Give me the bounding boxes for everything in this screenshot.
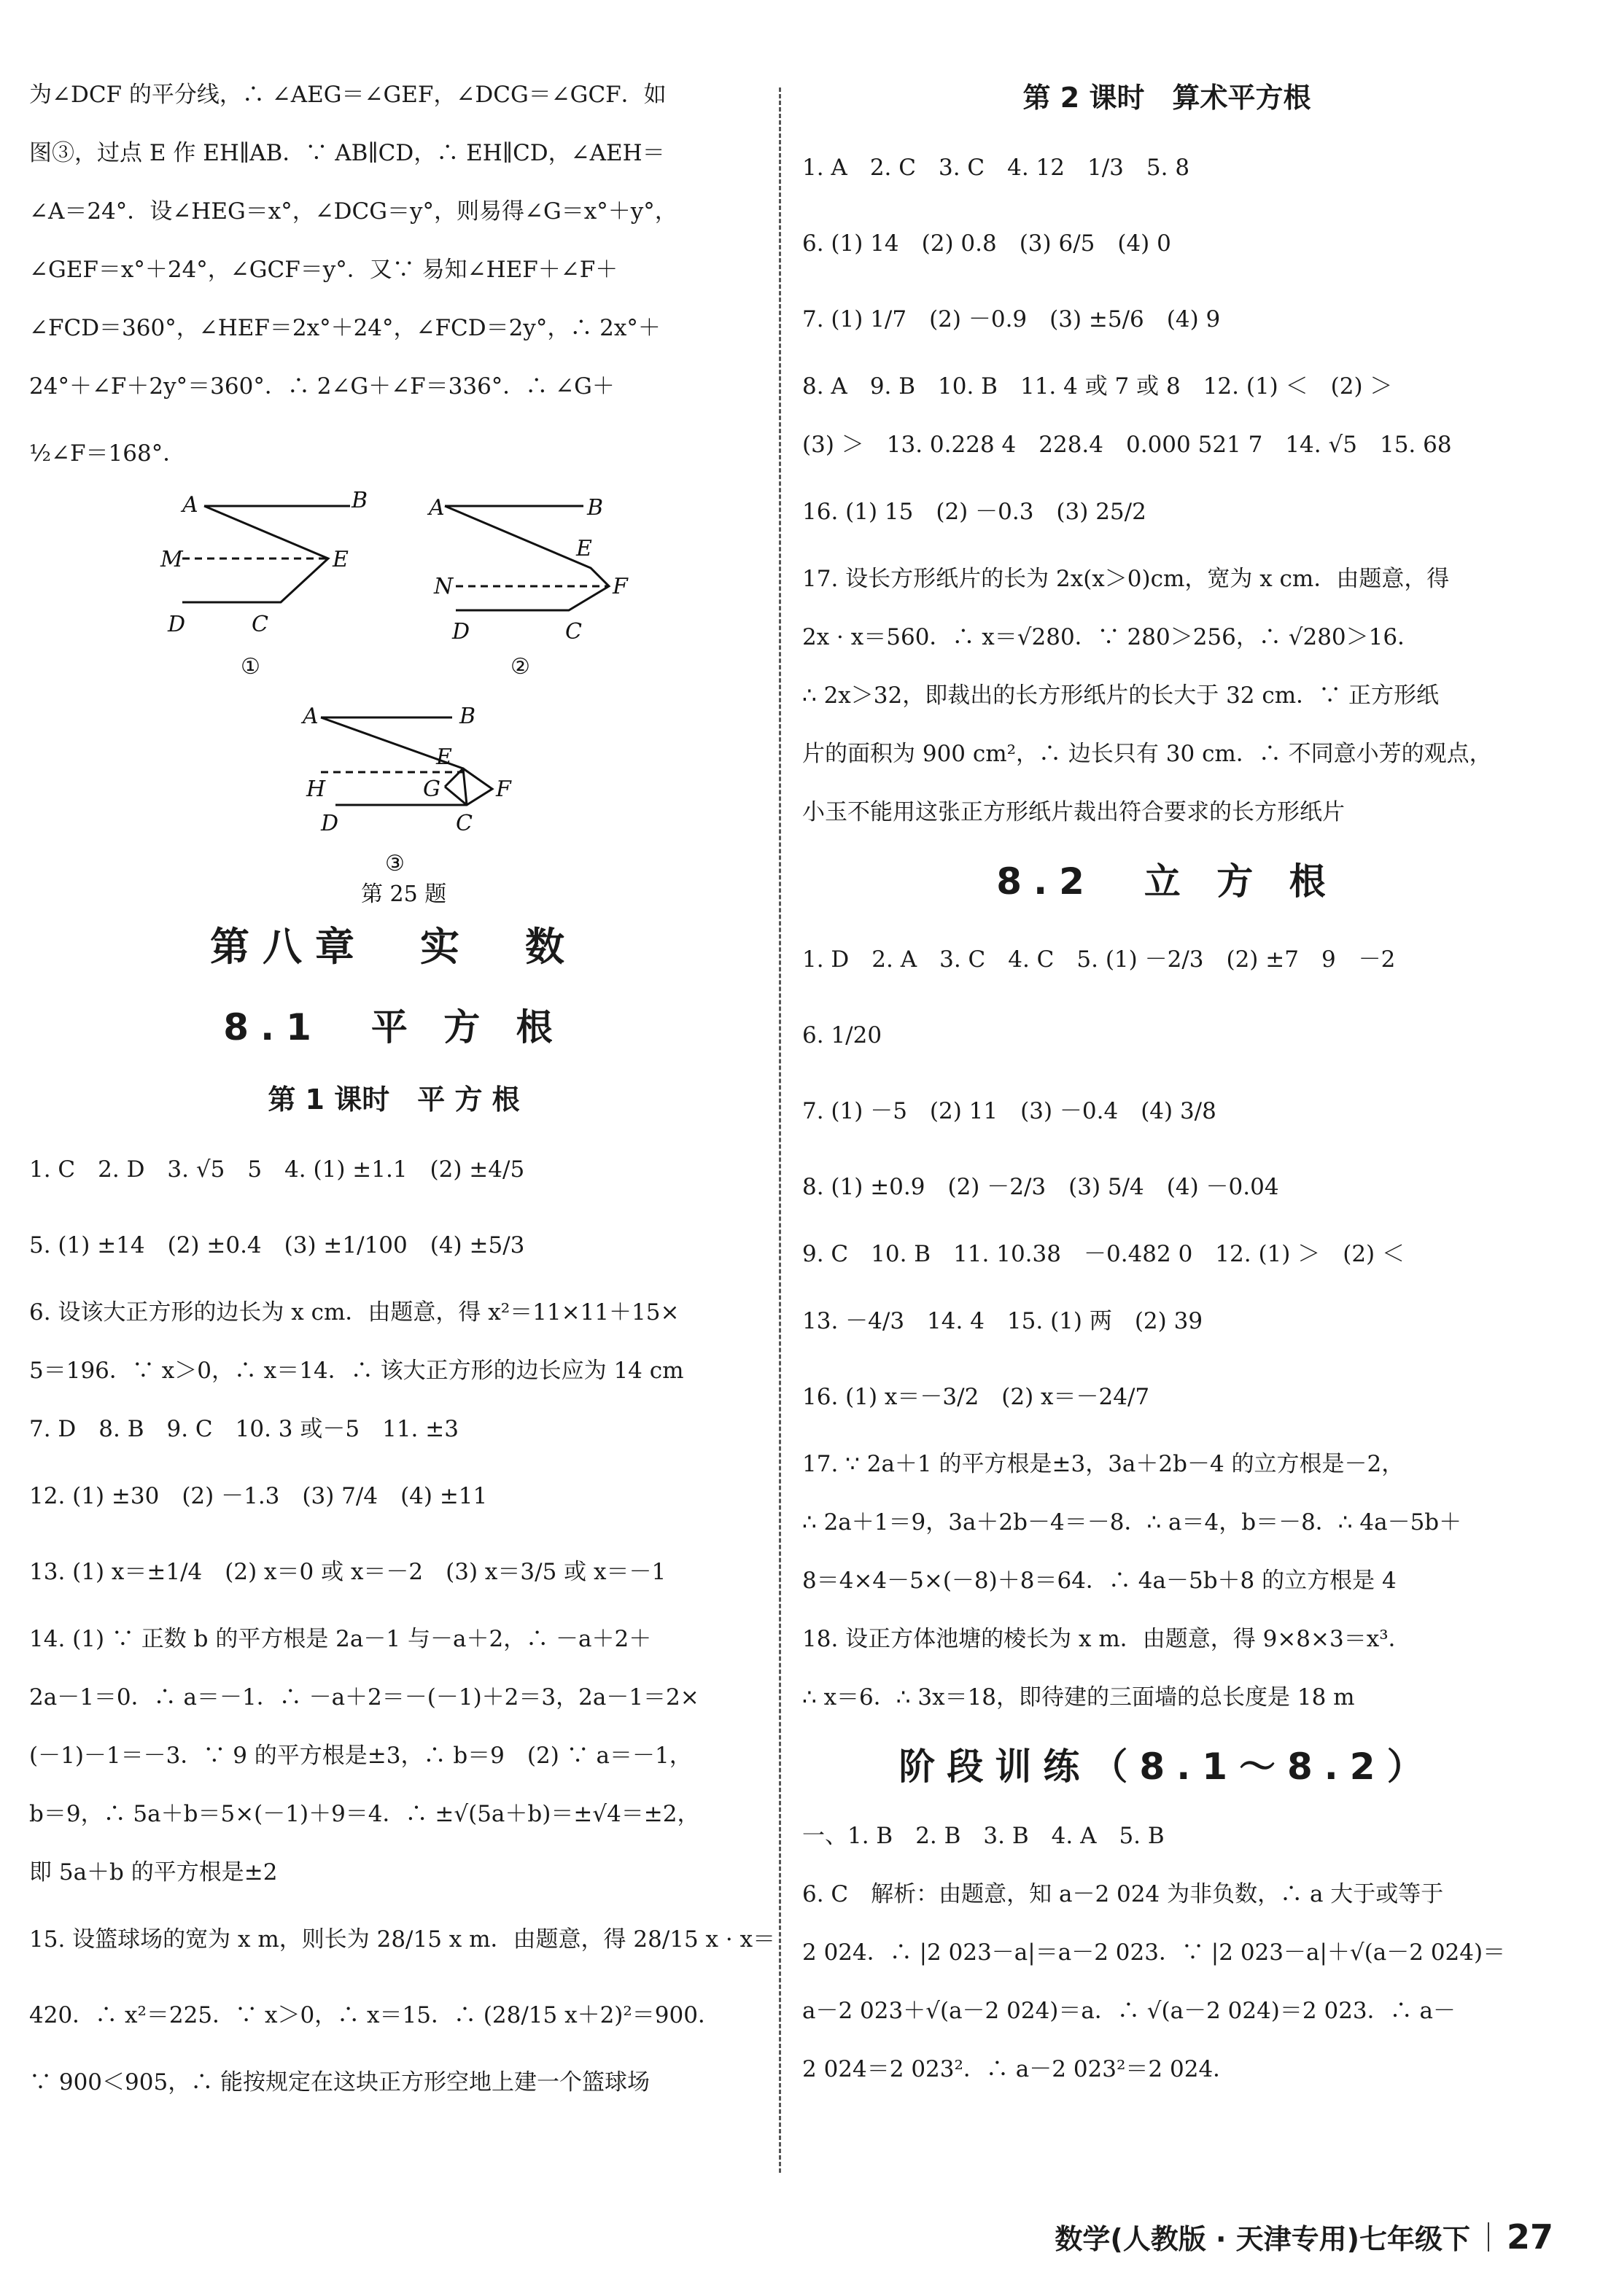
fig3-label-c: C — [456, 811, 473, 836]
answer-line: 7. (1) 1/7 (2) －0.9 (3) ±5/6 (4) 9 — [802, 306, 1221, 332]
fig2-label-n: N — [434, 574, 454, 599]
fig2-number: ② — [510, 654, 530, 680]
footer-separator — [1488, 2222, 1489, 2252]
answer-line: 7. D 8. B 9. C 10. 3 或－5 11. ±3 — [29, 1416, 459, 1442]
fig2-label-a: A — [429, 495, 445, 521]
answer-line: 5＝196．∵ x＞0，∴ x＝14．∴ 该大正方形的边长应为 14 cm — [29, 1358, 684, 1384]
answer-line: 13. (1) x＝±1/4 (2) x＝0 或 x＝－2 (3) x＝3/5 或 x＝－1 — [29, 1559, 667, 1585]
answer-line: 1. D 2. A 3. C 4. C 5. (1) －2/3 (2) ±7 9 －2 — [802, 946, 1396, 973]
answer-line: 一、1. B 2. B 3. B 4. A 5. B — [802, 1823, 1165, 1849]
left-column — [29, 66, 776, 2112]
answer-line: 9. C 10. B 11. 10.38 －0.482 0 12. (1) ＞ (2) ＜ — [802, 1241, 1405, 1267]
fig3-label-h: H — [306, 777, 326, 802]
right-column — [802, 66, 1531, 2098]
answer-line: a－2 023＋√(a－2 024)＝a．∴ √(a－2 024)＝2 023．∴ a－ — [802, 1998, 1456, 2024]
answer-line: 1. C 2. D 3. √5 5 4. (1) ±1.1 (2) ±4/5 — [29, 1156, 525, 1183]
answer-line: 2x · x＝560．∴ x＝√280．∵ 280＞256，∴ √280＞16． — [802, 624, 1421, 650]
figure-1 — [182, 506, 350, 602]
answer-line: 小玉不能用这张正方形纸片裁出符合要求的长方形纸片 — [802, 799, 1345, 825]
fig3-label-a: A — [303, 704, 319, 729]
answers-8-1-lesson-1 — [29, 1132, 776, 2112]
text-line: ∠FCD＝360°，∠HEF＝2x°＋24°，∠FCD＝2y°，∴ 2x°＋ — [29, 315, 661, 341]
fig1-number: ① — [241, 654, 260, 680]
answer-line: 6. (1) 14 (2) 0.8 (3) 6/5 (4) 0 — [802, 230, 1171, 257]
fig2-label-f: F — [613, 574, 628, 599]
answer-line: 片的面积为 900 cm²，∴ 边长只有 30 cm．∴ 不同意小芳的观点， — [802, 741, 1492, 767]
answer-line: ∴ x＝6．∴ 3x＝18，即待建的三面墙的总长度是 18 m — [802, 1684, 1355, 1711]
text-line: ∠A＝24°．设∠HEG＝x°，∠DCG＝y°，则易得∠G＝x°＋y°， — [29, 198, 678, 225]
answer-line: ∴ 2a＋1＝9，3a＋2b－4＝－8．∴ a＝4，b＝－8．∴ 4a－5b＋ — [802, 1509, 1462, 1536]
answer-line: 6. 设该大正方形的边长为 x cm．由题意，得 x²＝11×11＋15× — [29, 1299, 680, 1326]
text-line: 图③，过点 E 作 EH∥AB．∵ AB∥CD，∴ EH∥CD，∠AEH＝ — [29, 140, 665, 166]
answer-line: 8＝4×4－5×(－8)＋8＝64．∴ 4a－5b＋8 的立方根是 4 — [802, 1568, 1397, 1594]
lesson-2-title: 第 2 课时 算术平方根 — [1022, 82, 1311, 114]
intro-text — [29, 66, 758, 491]
answer-line: 6. 1/20 — [802, 1022, 882, 1048]
page-number: 27 — [1506, 2217, 1553, 2257]
answer-line: (－1)－1＝－3．∵ 9 的平方根是±3，∴ b＝9 (2) ∵ a＝－1， — [29, 1743, 692, 1769]
answer-line: b＝9，∴ 5a＋b＝5×(－1)＋9＝4．∴ ±√(5a＋b)＝±√4＝±2， — [29, 1801, 700, 1827]
fig1-label-e: E — [333, 547, 349, 572]
figure-group-25 — [29, 491, 758, 907]
fig3-label-b: B — [459, 704, 476, 729]
answer-line: 即 5a＋b 的平方根是±2 — [29, 1859, 278, 1886]
answer-line: 17. 设长方形纸片的长为 2x(x＞0)cm，宽为 x cm．由题意，得 — [802, 566, 1450, 592]
answers-8-1-lesson-2 — [802, 130, 1531, 841]
subject-label: 数学(人教版 · 天津专用)七年级下 — [1055, 2223, 1470, 2255]
lesson-title: 第 1 课时 平 方 根 — [268, 1083, 520, 1116]
answer-line: 17. ∵ 2a＋1 的平方根是±3，3a＋2b－4 的立方根是－2， — [802, 1451, 1405, 1477]
fig3-number: ③ — [385, 851, 405, 876]
fig1-label-c: C — [252, 612, 268, 637]
fig1-label-d: D — [168, 612, 186, 637]
answer-line: 8. A 9. B 10. B 11. 4 或 7 或 8 12. (1) ＜ (2) ＞ — [802, 373, 1393, 400]
answer-line: 6. C 解析：由题意，知 a－2 024 为非负数，∴ a 大于或等于 — [802, 1881, 1444, 1907]
fig2-label-c: C — [565, 619, 582, 645]
text-line: 为∠DCF 的平分线，∴ ∠AEG＝∠GEF，∠DCG＝∠GCF．如 — [29, 82, 667, 108]
answer-line: 12. (1) ±30 (2) －1.3 (3) 7/4 (4) ±11 — [29, 1483, 488, 1509]
section-8-2-title: 8.2 立 方 根 — [996, 860, 1337, 903]
geometry-figures — [29, 491, 758, 907]
answer-line: ∴ 2x＞32，即裁出的长方形纸片的长大于 32 cm．∵ 正方形纸 — [802, 682, 1439, 709]
section-title: 8.1 平 方 根 — [223, 1006, 564, 1048]
answer-line: 15. 设篮球场的宽为 x m，则长为 28/15 x m．由题意，得 28/15 x · x＝ — [29, 1926, 776, 1953]
text-line: ∠GEF＝x°＋24°，∠GCF＝y°．又∵ 易知∠HEF＋∠F＋ — [29, 257, 618, 283]
fig3-label-e: E — [436, 744, 452, 770]
answer-line: 5. (1) ±14 (2) ±0.4 (3) ±1/100 (4) ±5/3 — [29, 1232, 525, 1258]
fig1-label-m: M — [160, 547, 183, 572]
text-line: 24°＋∠F＋2y°＝360°．∴ 2∠G＋∠F＝336°．∴ ∠G＋ — [29, 373, 615, 400]
chapter-title: 第八章 实 数 — [210, 924, 578, 970]
fig3-label-d: D — [321, 811, 339, 836]
fig3-label-f: F — [496, 777, 511, 802]
answer-line: 420．∴ x²＝225．∵ x＞0，∴ x＝15．∴ (28/15 x＋2)²＝900． — [29, 2002, 721, 2028]
answer-line: 2a－1＝0．∴ a＝－1．∴ －a＋2＝－(－1)＋2＝3，2a－1＝2× — [29, 1684, 699, 1711]
fig1-label-a: A — [182, 492, 198, 518]
answer-line: 8. (1) ±0.9 (2) －2/3 (3) 5/4 (4) －0.04 — [802, 1174, 1279, 1200]
fig3-label-g: G — [423, 777, 440, 802]
column-divider — [779, 87, 781, 2173]
figure-3 — [321, 717, 492, 805]
figure-caption: 第 25 题 — [361, 882, 447, 907]
answer-line: 2 024．∴ |2 023－a|＝a－2 023．∵ |2 023－a|＋√(a－2 024)＝ — [802, 1939, 1506, 1966]
answer-line: 7. (1) －5 (2) 11 (3) －0.4 (4) 3/8 — [802, 1098, 1216, 1124]
answer-line: 13. －4/3 14. 4 15. (1) 两 (2) 39 — [802, 1308, 1203, 1334]
answer-line: 16. (1) 15 (2) －0.3 (3) 25/2 — [802, 499, 1146, 525]
fig2-label-e: E — [576, 536, 592, 561]
answer-line: ∵ 900＜905，∴ 能按规定在这块正方形空地上建一个篮球场 — [29, 2069, 651, 2095]
fig2-label-b: B — [587, 495, 604, 521]
answer-line: 18. 设正方体池塘的棱长为 x m．由题意，得 9×8×3＝x³． — [802, 1626, 1411, 1652]
answer-line: 1. A 2. C 3. C 4. 12 1/3 5. 8 — [802, 155, 1190, 181]
text-line: ½∠F＝168°． — [29, 440, 186, 467]
answer-line: 14. (1) ∵ 正数 b 的平方根是 2a－1 与－a＋2，∴ －a＋2＋ — [29, 1626, 652, 1652]
answer-line: (3) ＞ 13. 0.228 4 228.4 0.000 521 7 14. √5 15. 68 — [802, 432, 1452, 458]
answers-8-2 — [802, 922, 1531, 1727]
fig2-label-d: D — [452, 619, 470, 645]
fig1-label-b: B — [352, 491, 368, 513]
stage-training-title: 阶段训练（8.1～8.2） — [898, 1746, 1435, 1788]
answer-line: 2 024＝2 023²．∴ a－2 023²＝2 024． — [802, 2056, 1236, 2082]
answer-line: 16. (1) x＝－3/2 (2) x＝－24/7 — [802, 1384, 1150, 1410]
page-footer — [1055, 2217, 1553, 2257]
answers-stage-training — [802, 1807, 1531, 2098]
